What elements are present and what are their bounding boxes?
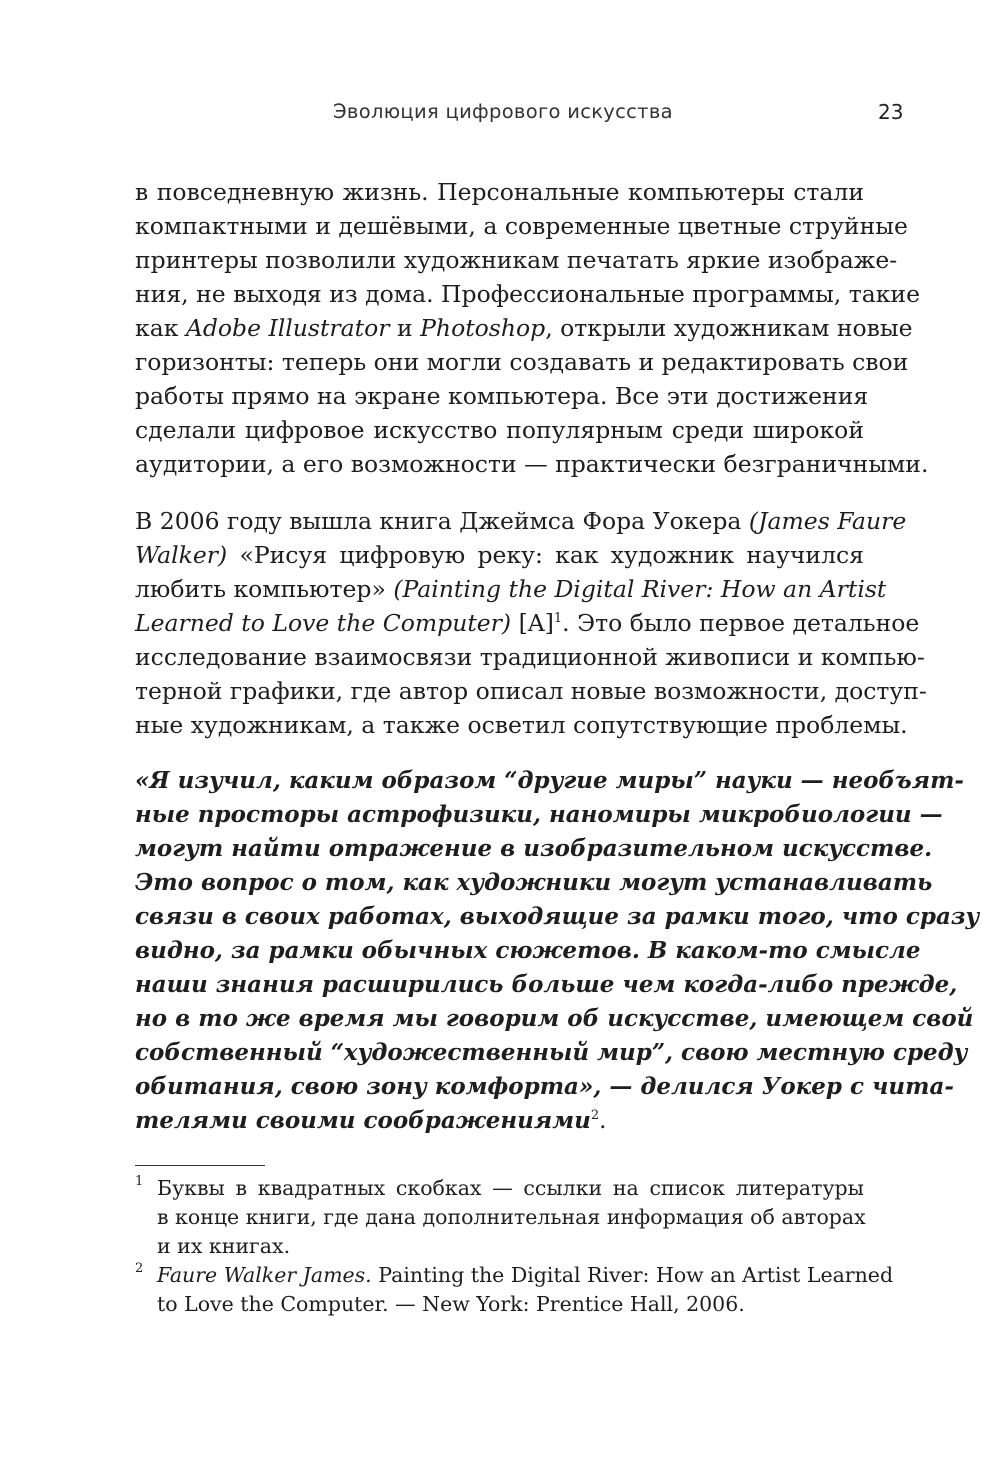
software-name-illustrator: Adobe Illustrator [185,314,390,342]
footnote-line [157,1261,894,1290]
footnote-line: Буквы в квадратных скобках — ссылки на список литературы [157,1176,864,1200]
quote-line: но в то же время мы говорим об искусстве, имеющем свой [135,1005,974,1032]
text-line [135,606,920,640]
footnote-divider [135,1165,265,1166]
author-name-latin: Walker) [135,541,228,569]
text-line: принтеры позволили художникам печатать яркие изображе- [135,246,898,274]
quote-line: связи в своих работах, выходящие за рамки того, что сразу [135,903,980,930]
footnote-number: 2 [135,1261,144,1276]
text-line: исследование взаимосвязи традиционной живописи и компью- [135,643,925,671]
text-fragment: как [135,314,179,342]
book-title-english: Learned to Love the Computer) [135,609,512,637]
text-fragment: телями своими соображениями [135,1107,591,1134]
quote-line: ные просторы астрофизики, наномиры микробиологии — [135,801,943,828]
author-name-latin: (James Faure [748,507,907,535]
text-line: работы прямо на экране компьютера. Все эти достижения [135,382,869,410]
text-fragment: . [599,1108,607,1134]
text-fragment: . Это было первое детальное [562,609,920,637]
text-line: в повседневную жизнь. Персональные компьютеры стали [135,178,864,206]
quote-block [135,764,980,1138]
text-line: аудитории, а его возможности — практически безграничными. [135,450,929,478]
paragraph-1 [135,175,929,481]
running-title: Эволюция цифрового искусства [333,100,673,123]
text-line [135,311,913,345]
text-line [135,538,864,572]
paragraph-2 [135,504,927,742]
text-line: горизонты: теперь они могли создавать и редактировать свои [135,348,909,376]
page-number: 23 [878,100,904,124]
quote-line: собственный “художественный мир”, свою местную среду [135,1039,968,1066]
quote-line: «Я изучил, каким образом “другие миры” науки — необъят- [135,767,964,794]
footnote-author: Faure Walker James. [157,1263,372,1287]
text-line: компактными и дешёвыми, а современные цветные струйные [135,212,908,240]
text-line: ные художникам, а также осветил сопутствующие проблемы. [135,711,908,739]
text-line [135,572,887,606]
book-title-russian: «Рисуя цифровую реку: как художник научился [239,541,864,569]
reference-marker: [A] [518,609,554,637]
text-fragment: и [396,314,413,342]
quote-line: видно, за рамки обычных сюжетов. В каком-то смысле [135,937,921,964]
text-fragment: , открыли художникам новые [545,314,913,342]
quote-line: обитания, свою зону комфорта», — делился Уокер с чита- [135,1073,954,1100]
quote-line [135,1104,864,1138]
quote-line: Это вопрос о том, как художники могут устанавливать [135,869,933,896]
text-line: терной графики, где автор описал новые возможности, доступ- [135,677,927,705]
text-line: сделали цифровое искусство популярным среди широкой [135,416,864,444]
footnote-line: и их книгах. [157,1234,291,1258]
footnote-marker: 1 [553,611,563,626]
text-line: ния, не выходя из дома. Профессиональные программы, такие [135,280,920,308]
footnote-line: в конце книги, где дана дополнительная информация об авторах [157,1205,866,1229]
text-line [135,504,907,538]
text-fragment: В 2006 году вышла книга Джеймса Фора Уокера [135,507,742,535]
footnote-1 [135,1174,864,1261]
footnote-line: to Love the Computer. — New York: Prentice Hall, 2006. [157,1292,745,1316]
footnote-number: 1 [135,1174,144,1189]
footnote-2 [135,1261,894,1319]
text-fragment: Painting the Digital River: How an Artist Learned [378,1263,894,1287]
footnote-marker: 2 [590,1108,600,1123]
quote-line: могут найти отражение в изобразительном искусстве. [135,835,933,862]
quote-line: наши знания расширились больше чем когда-либо прежде, [135,971,958,998]
book-title-english: (Painting the Digital River: How an Artist [393,575,887,603]
book-title-russian: любить компьютер» [135,575,386,603]
software-name-photoshop: Photoshop [420,314,546,342]
